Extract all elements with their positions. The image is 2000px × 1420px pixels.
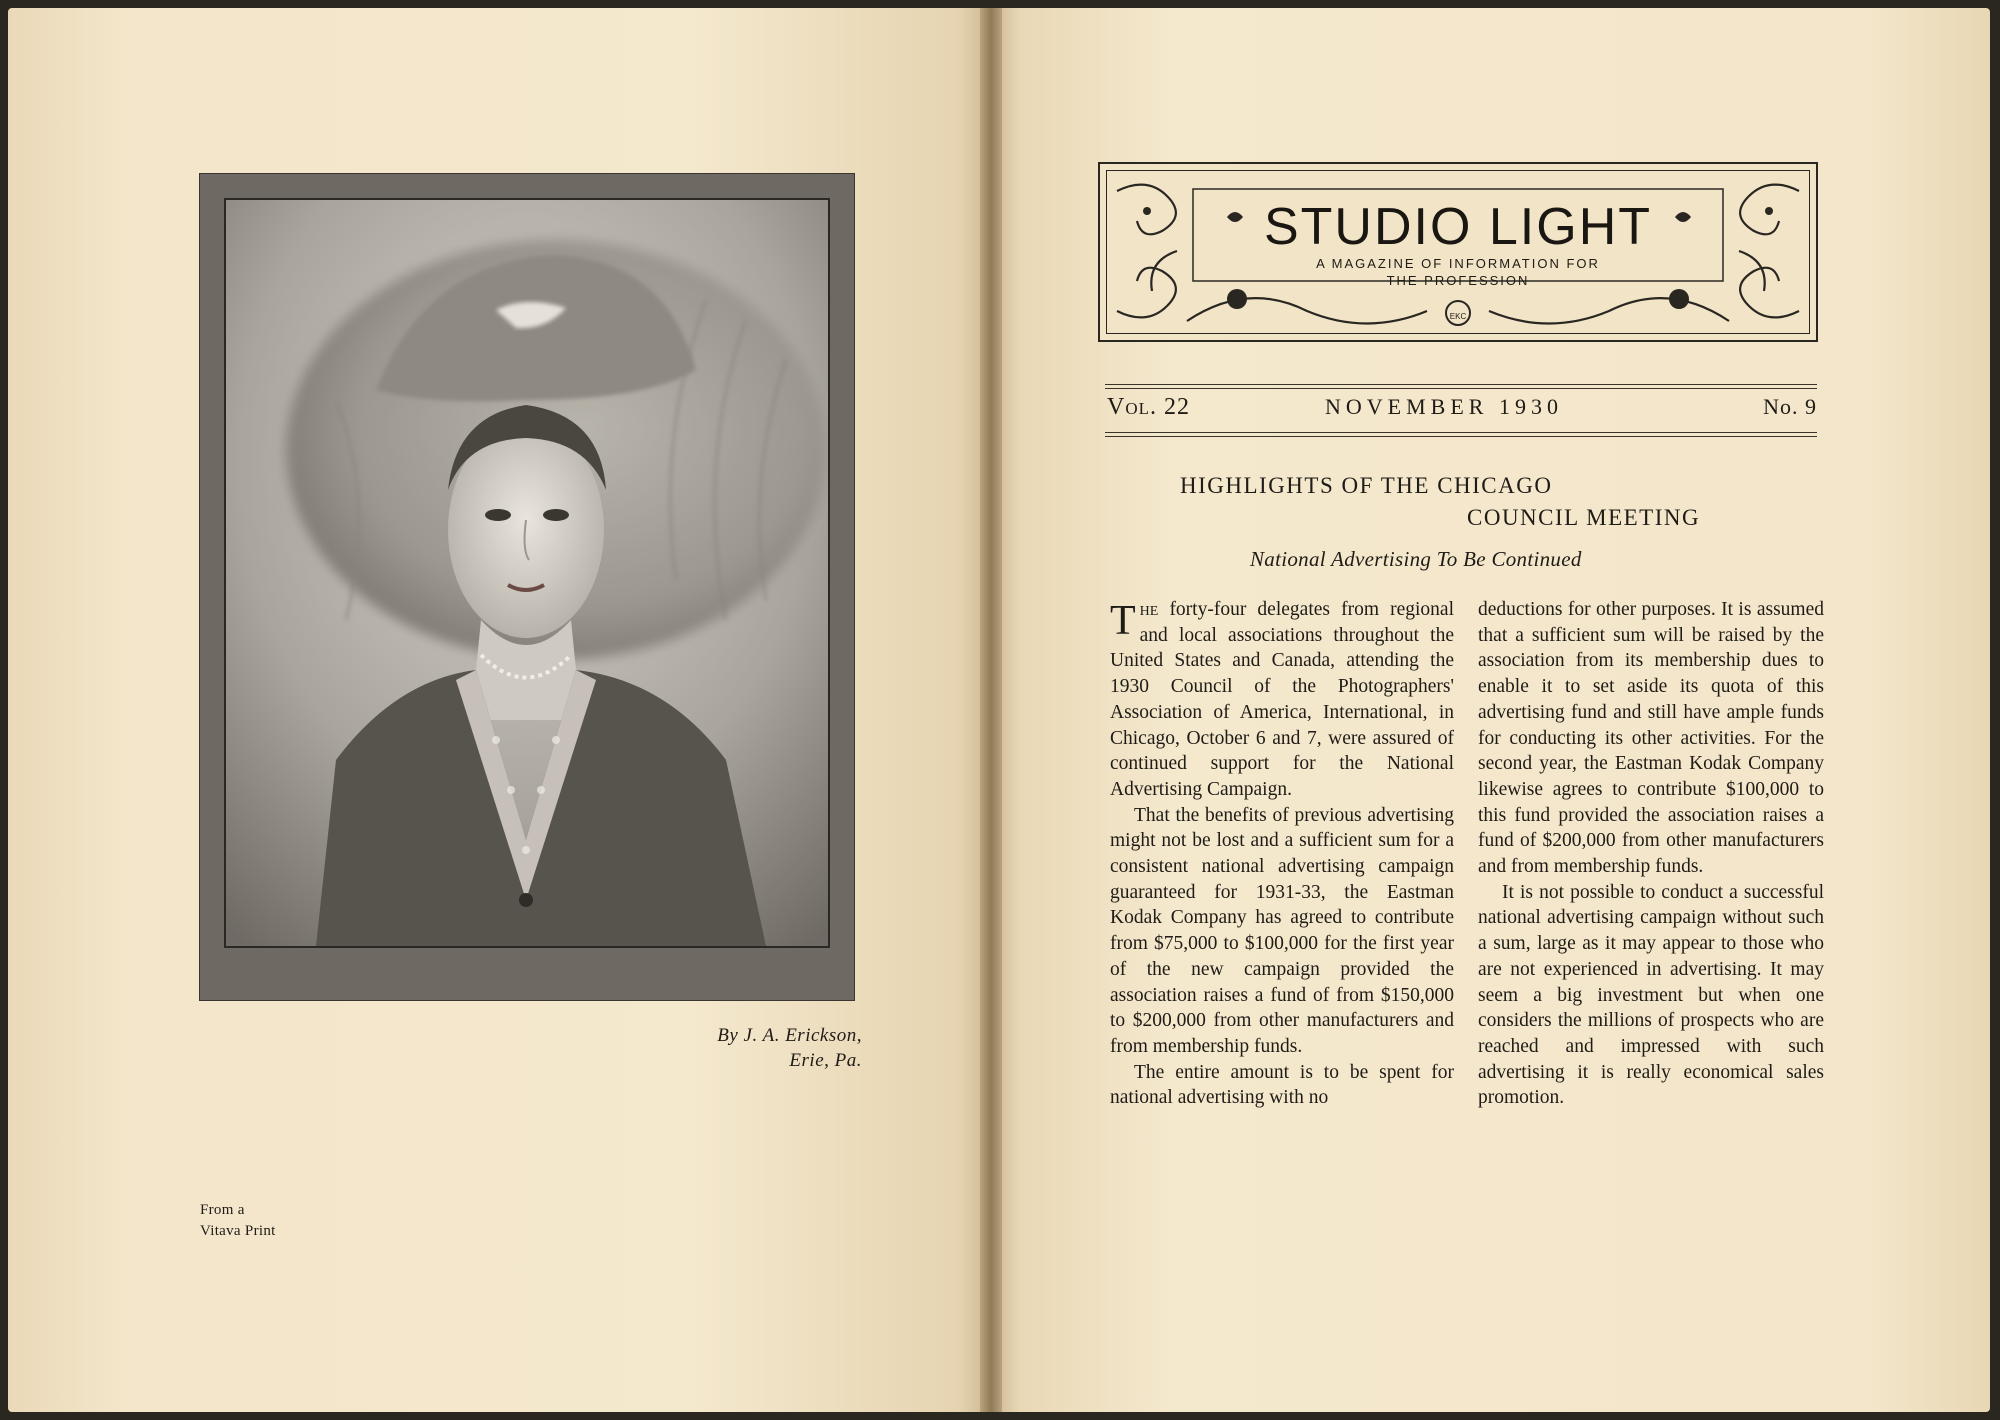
headline-line2: COUNCIL MEETING: [1467, 505, 1701, 530]
paragraph-1-text: forty-four delegates from regional and local associations throughout the United States and Canada, attending the 1930 Council of the Photographers' Association of America, International, in Chicago, October 6 and 7, were assured of continued support for the National Advertising Campaign.: [1110, 599, 1454, 800]
portrait-photo-mount: [199, 173, 855, 1001]
portrait-photo: [224, 198, 830, 948]
issue-rule-top-2: [1105, 388, 1817, 389]
paragraph-2: That the benefits of previous advertising might not be lost and a sufficient sum for a consistent national advertising campaign guaranteed for 1931-33, the Eastman Kodak Company has agreed to contribute from $75,000 to $100,000 for the first year of the new campaign provided the association raises a fund of from $150,000 to $200,000 from other manufacturers and from membership funds.: [1110, 804, 1454, 1057]
ekc-monogram: EKC: [1449, 312, 1467, 321]
masthead-title: STUDIO LIGHT: [1263, 198, 1653, 256]
issue-date: NOVEMBER 1930: [1325, 394, 1563, 419]
headline-line1: HIGHLIGHTS OF THE CHICAGO: [1180, 473, 1553, 498]
print-note-line1: From a: [200, 1202, 245, 1218]
masthead-ornament-frame: [1106, 170, 1810, 334]
paragraph-1: [1110, 597, 1454, 803]
volume-number: Vol. 22: [1107, 394, 1190, 420]
masthead: [1098, 162, 1818, 342]
drop-cap: T: [1110, 598, 1136, 644]
article-column-left: [1110, 597, 1454, 1111]
issue-number: No. 9: [1763, 394, 1817, 419]
print-note: [200, 1200, 276, 1242]
paragraph-3: The entire amount is to be spent for national advertising with no: [1110, 1061, 1454, 1109]
photo-credit-line2: Erie, Pa.: [789, 1050, 862, 1071]
paragraph-1-lead: he: [1139, 599, 1159, 620]
book-gutter: [980, 8, 1002, 1412]
issue-rule-bottom: [1105, 432, 1817, 433]
masthead-subtitle-line2: THE PROFESSION: [1386, 273, 1530, 288]
masthead-subtitle: [1107, 255, 1809, 289]
issue-rule-bottom-2: [1105, 436, 1817, 437]
issue-rule-top: [1105, 384, 1817, 385]
paragraph-3-continued: deductions for other purposes. It is assumed that a sufficient sum will be raised by the association from its membership dues to enable it to set aside its quota of this advertising fund and still have ample funds for conducting its other activities. For the second year, the Eastman Kodak Company likewise agrees to contribute $100,000 to this fund provided the association raises a fund of $200,000 from other manufacturers and from membership funds.: [1478, 599, 1824, 878]
photo-credit-line1: By J. A. Erickson,: [717, 1025, 862, 1046]
masthead-subtitle-line1: A MAGAZINE OF INFORMATION FOR: [1316, 256, 1600, 271]
photo-credit: [600, 1023, 862, 1073]
print-note-line2: Vitava Print: [200, 1223, 276, 1239]
article-column-right: [1478, 597, 1824, 1111]
portrait-image: [226, 200, 828, 946]
paragraph-4: It is not possible to conduct a successful national advertising campaign without such a sum, large as it may appear to those who are not experienced in advertising. It may seem a big investment but when one considers the millions of prospects who are reached and impressed with such advertising it is really economical sales promotion.: [1478, 881, 1824, 1109]
article-subhead: National Advertising To Be Continued: [1250, 547, 1582, 571]
